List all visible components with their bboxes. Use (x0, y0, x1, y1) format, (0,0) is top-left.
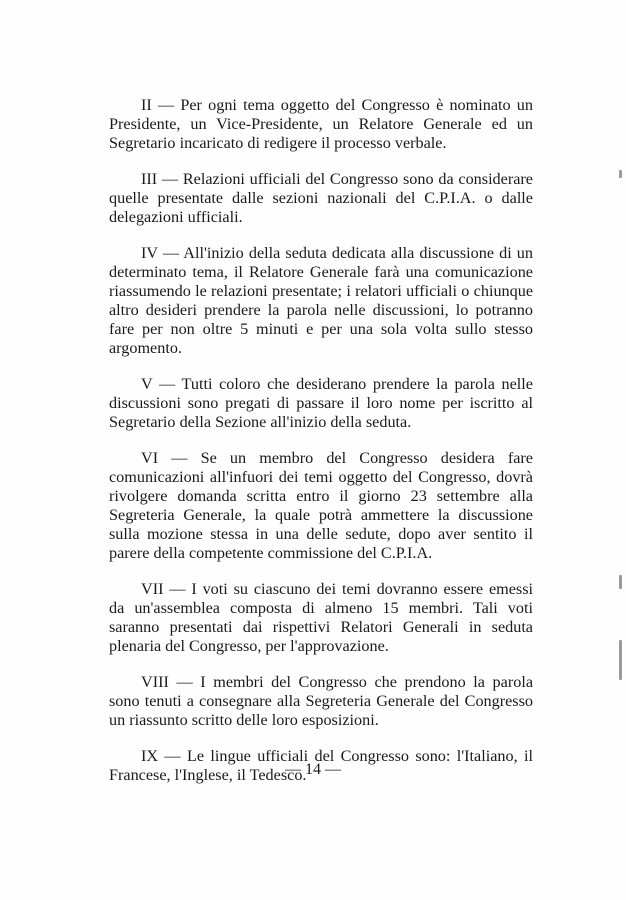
article-5: V — Tutti coloro che desiderano prendere la parola nelle discussioni sono pregati di passare il loro nome per iscritto al Segretario della Sezione all'inizio della seduta. (109, 375, 533, 431)
page-number: — 14 — (285, 761, 341, 778)
article-7: VII — I voti su ciascuno dei temi dovranno essere emessi da un'assemblea composta di almeno 15 membri. Tali voti saranno presentati dai rispettivi Relatori Generali in seduta plenaria del Congresso, per l'approvazione. (109, 580, 533, 655)
regulations-text (109, 96, 533, 802)
article-4: IV — All'inizio della seduta dedicata alla discussione di un determinato tema, il Relatore Generale farà una comunicazione riassumendo le relazioni presentate; i relatori ufficiali o chiunque altro desideri prendere la parola nelle discussioni, lo potranno fare per non oltre 5 minuti e per una sola volta sullo stesso argomento. (109, 244, 533, 357)
article-8: VIII — I membri del Congresso che prendono la parola sono tenuti a consegnare alla Segreteria Generale del Congresso un riassunto scritto delle loro esposizioni. (109, 673, 533, 729)
scan-edge-mark (619, 640, 622, 680)
article-9: IX — Le lingue ufficiali del Congresso sono: l'Italiano, il Francese, l'Inglese, il Tedesco. (109, 747, 533, 784)
article-2: II — Per ogni tema oggetto del Congresso è nominato un Presidente, un Vice-Presidente, un Relatore Generale ed un Segretario incaricato di redigere il processo verbale. (109, 96, 533, 152)
article-6: VI — Se un membro del Congresso desidera fare comunicazioni all'infuori dei temi oggetto del Congresso, dovrà rivolgere domanda scritta entro il giorno 23 settembre alla Segreteria Generale, la quale potrà ammettere la discussione sulla mozione stessa in una delle sedute, dopo aver sentito il parere della competente commissione del C.P.I.A. (109, 449, 533, 562)
article-3: III — Relazioni ufficiali del Congresso sono da considerare quelle presentate dalle sezioni nazionali del C.P.I.A. o dalle delegazioni ufficiali. (109, 170, 533, 226)
scan-edge-mark (619, 170, 622, 178)
scan-edge-mark (619, 575, 622, 589)
